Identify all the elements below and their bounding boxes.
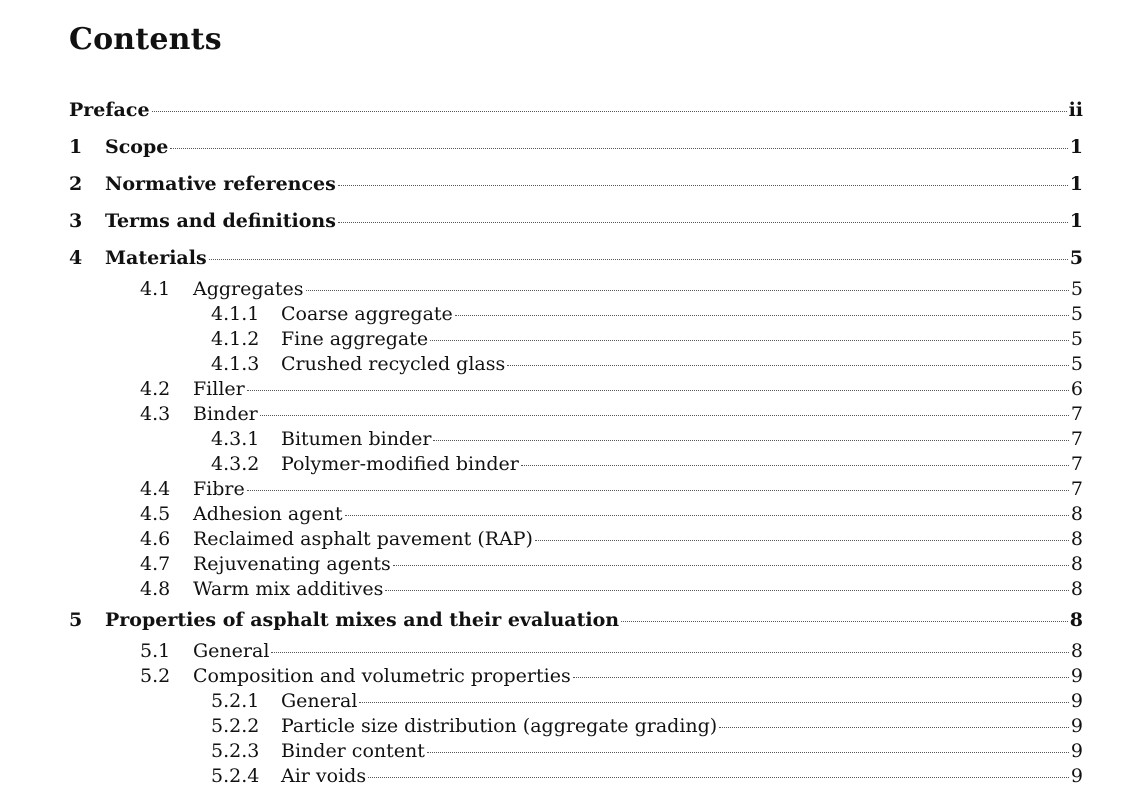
toc-entry[interactable] — [69, 129, 1083, 166]
toc-entry-number: 3 — [69, 210, 83, 232]
dot-leader — [535, 539, 1069, 541]
toc-entry[interactable] — [69, 552, 1083, 577]
toc-entry[interactable] — [69, 203, 1083, 240]
toc-entry[interactable] — [69, 689, 1083, 714]
toc-entry-title: Preface — [69, 99, 150, 121]
toc-entry-title: Filler — [193, 378, 245, 400]
toc-entry[interactable] — [69, 502, 1083, 527]
toc-entry-title: Aggregates — [193, 278, 304, 300]
toc-entry-number: 5.2.4 — [211, 765, 260, 787]
dot-leader — [260, 414, 1069, 416]
toc-entry-page-number: 7 — [1070, 453, 1083, 475]
toc-entry-number: 4.1 — [140, 278, 171, 300]
dot-leader — [170, 147, 1067, 149]
toc-entry-number: 4.1.1 — [211, 303, 260, 325]
toc-entry[interactable] — [69, 402, 1083, 427]
dot-leader — [247, 489, 1069, 491]
toc-entry-number: 4.1.3 — [211, 353, 260, 375]
toc-entry-page-number: 8 — [1070, 640, 1083, 662]
toc-entry-title: Adhesion agent — [193, 503, 343, 525]
toc-entry-number: 4.3.1 — [211, 428, 260, 450]
dot-leader — [338, 184, 1068, 186]
toc-entry[interactable] — [69, 602, 1083, 639]
dot-leader — [393, 564, 1069, 566]
toc-entry-page-number: 8 — [1070, 528, 1083, 550]
dot-leader — [427, 751, 1069, 753]
toc-entry[interactable] — [69, 352, 1083, 377]
dot-leader — [521, 464, 1069, 466]
toc-entry[interactable] — [69, 240, 1083, 277]
toc-entry-page-number: 5 — [1070, 328, 1083, 350]
toc-entry-number: 2 — [69, 173, 83, 195]
dot-leader — [152, 110, 1067, 112]
toc-entry-title: Properties of asphalt mixes and their evaluation — [105, 609, 620, 631]
toc-entry-page-number: 5 — [1070, 278, 1083, 300]
toc-entry-number: 5.1 — [140, 640, 171, 662]
toc-entry-page-number: 9 — [1070, 690, 1083, 712]
toc-entry[interactable] — [69, 277, 1083, 302]
toc-entry-page-number: 7 — [1070, 403, 1083, 425]
toc-entry-number: 4.1.2 — [211, 328, 260, 350]
toc-entry-title: Bitumen binder — [281, 428, 432, 450]
toc-entry-title: Normative references — [105, 173, 336, 195]
toc-entry-title: Fibre — [193, 478, 245, 500]
toc-entry-page-number: 7 — [1070, 478, 1083, 500]
toc-entry-page-number: 5 — [1069, 247, 1083, 269]
toc-entry-title: Particle size distribution (aggregate grading) — [281, 715, 718, 737]
toc-entry-number: 5.2.1 — [211, 690, 260, 712]
toc-entry[interactable] — [69, 527, 1083, 552]
toc-entry[interactable] — [69, 302, 1083, 327]
toc-entry-page-number: 9 — [1070, 665, 1083, 687]
toc-entry-number: 4.6 — [140, 528, 171, 550]
toc-entry[interactable] — [69, 452, 1083, 477]
toc-entry-title: Scope — [105, 136, 169, 158]
toc-entry-title: Terms and definitions — [105, 210, 336, 232]
toc-entry[interactable] — [69, 377, 1083, 402]
dot-leader — [368, 776, 1069, 778]
toc-entry-page-number: 8 — [1070, 578, 1083, 600]
dot-leader — [345, 514, 1069, 516]
toc-entry[interactable] — [69, 739, 1083, 764]
dot-leader — [359, 701, 1069, 703]
toc-entry[interactable] — [69, 477, 1083, 502]
toc-entry[interactable] — [69, 577, 1083, 602]
toc-entry-title: Binder — [193, 403, 258, 425]
toc-entry[interactable] — [69, 92, 1083, 129]
dot-leader — [338, 221, 1068, 223]
toc-entry-number: 4.4 — [140, 478, 171, 500]
toc-entry-title: Air voids — [281, 765, 367, 787]
dot-leader — [271, 651, 1069, 653]
dot-leader — [430, 339, 1069, 341]
toc-entry-page-number: 9 — [1070, 715, 1083, 737]
toc-entry-page-number: 1 — [1069, 210, 1083, 232]
toc-entry-title: Binder content — [281, 740, 425, 762]
toc-entry[interactable] — [69, 714, 1083, 739]
toc-entry[interactable] — [69, 664, 1083, 689]
toc-entry-page-number: 8 — [1070, 553, 1083, 575]
toc-entry-page-number: 1 — [1069, 136, 1083, 158]
dot-leader — [209, 258, 1068, 260]
toc-entry-page-number: 6 — [1070, 378, 1083, 400]
toc-entry-number: 4.7 — [140, 553, 171, 575]
toc-entry-page-number: 5 — [1070, 353, 1083, 375]
toc-entry-number: 4.8 — [140, 578, 171, 600]
toc-entry-page-number: 8 — [1070, 503, 1083, 525]
toc-entry-title: Reclaimed asphalt pavement (RAP) — [193, 528, 533, 550]
toc-entry[interactable] — [69, 427, 1083, 452]
toc-entry-number: 4.3 — [140, 403, 171, 425]
toc-entry-number: 5.2 — [140, 665, 171, 687]
toc-entry-page-number: ii — [1068, 99, 1083, 121]
dot-leader — [433, 439, 1068, 441]
dot-leader — [385, 589, 1069, 591]
toc-entry-number: 5.2.2 — [211, 715, 260, 737]
toc-entry-title: Materials — [105, 247, 207, 269]
toc-entry[interactable] — [69, 764, 1083, 789]
toc-entry-title: Composition and volumetric properties — [193, 665, 571, 687]
toc-entry-title: Fine aggregate — [281, 328, 429, 350]
toc-entry-page-number: 8 — [1069, 609, 1083, 631]
toc-entry-page-number: 9 — [1070, 765, 1083, 787]
dot-leader — [247, 389, 1069, 391]
toc-entry[interactable] — [69, 166, 1083, 203]
toc-entry-number: 4.5 — [140, 503, 171, 525]
table-of-contents — [69, 92, 1083, 789]
toc-entry[interactable] — [69, 327, 1083, 352]
toc-entry-number: 4.2 — [140, 378, 171, 400]
toc-entry[interactable] — [69, 639, 1083, 664]
toc-entry-title: Warm mix additives — [193, 578, 384, 600]
toc-entry-page-number: 9 — [1070, 740, 1083, 762]
toc-entry-title: Crushed recycled glass — [281, 353, 506, 375]
toc-entry-title: Rejuvenating agents — [193, 553, 391, 575]
dot-leader — [621, 620, 1068, 622]
dot-leader — [719, 726, 1069, 728]
dot-leader — [306, 289, 1069, 291]
toc-entry-title: Coarse aggregate — [281, 303, 453, 325]
toc-entry-number: 5.2.3 — [211, 740, 260, 762]
page-title: Contents — [69, 22, 222, 57]
dot-leader — [507, 364, 1069, 366]
dot-leader — [573, 676, 1069, 678]
toc-entry-number: 4.3.2 — [211, 453, 260, 475]
toc-entry-title: General — [193, 640, 270, 662]
toc-entry-number: 4 — [69, 247, 83, 269]
toc-entry-page-number: 5 — [1070, 303, 1083, 325]
toc-entry-number: 5 — [69, 609, 83, 631]
toc-entry-page-number: 7 — [1070, 428, 1083, 450]
toc-entry-title: General — [281, 690, 358, 712]
toc-entry-title: Polymer-modified binder — [281, 453, 519, 475]
toc-entry-number: 1 — [69, 136, 83, 158]
dot-leader — [455, 314, 1069, 316]
toc-entry-page-number: 1 — [1069, 173, 1083, 195]
